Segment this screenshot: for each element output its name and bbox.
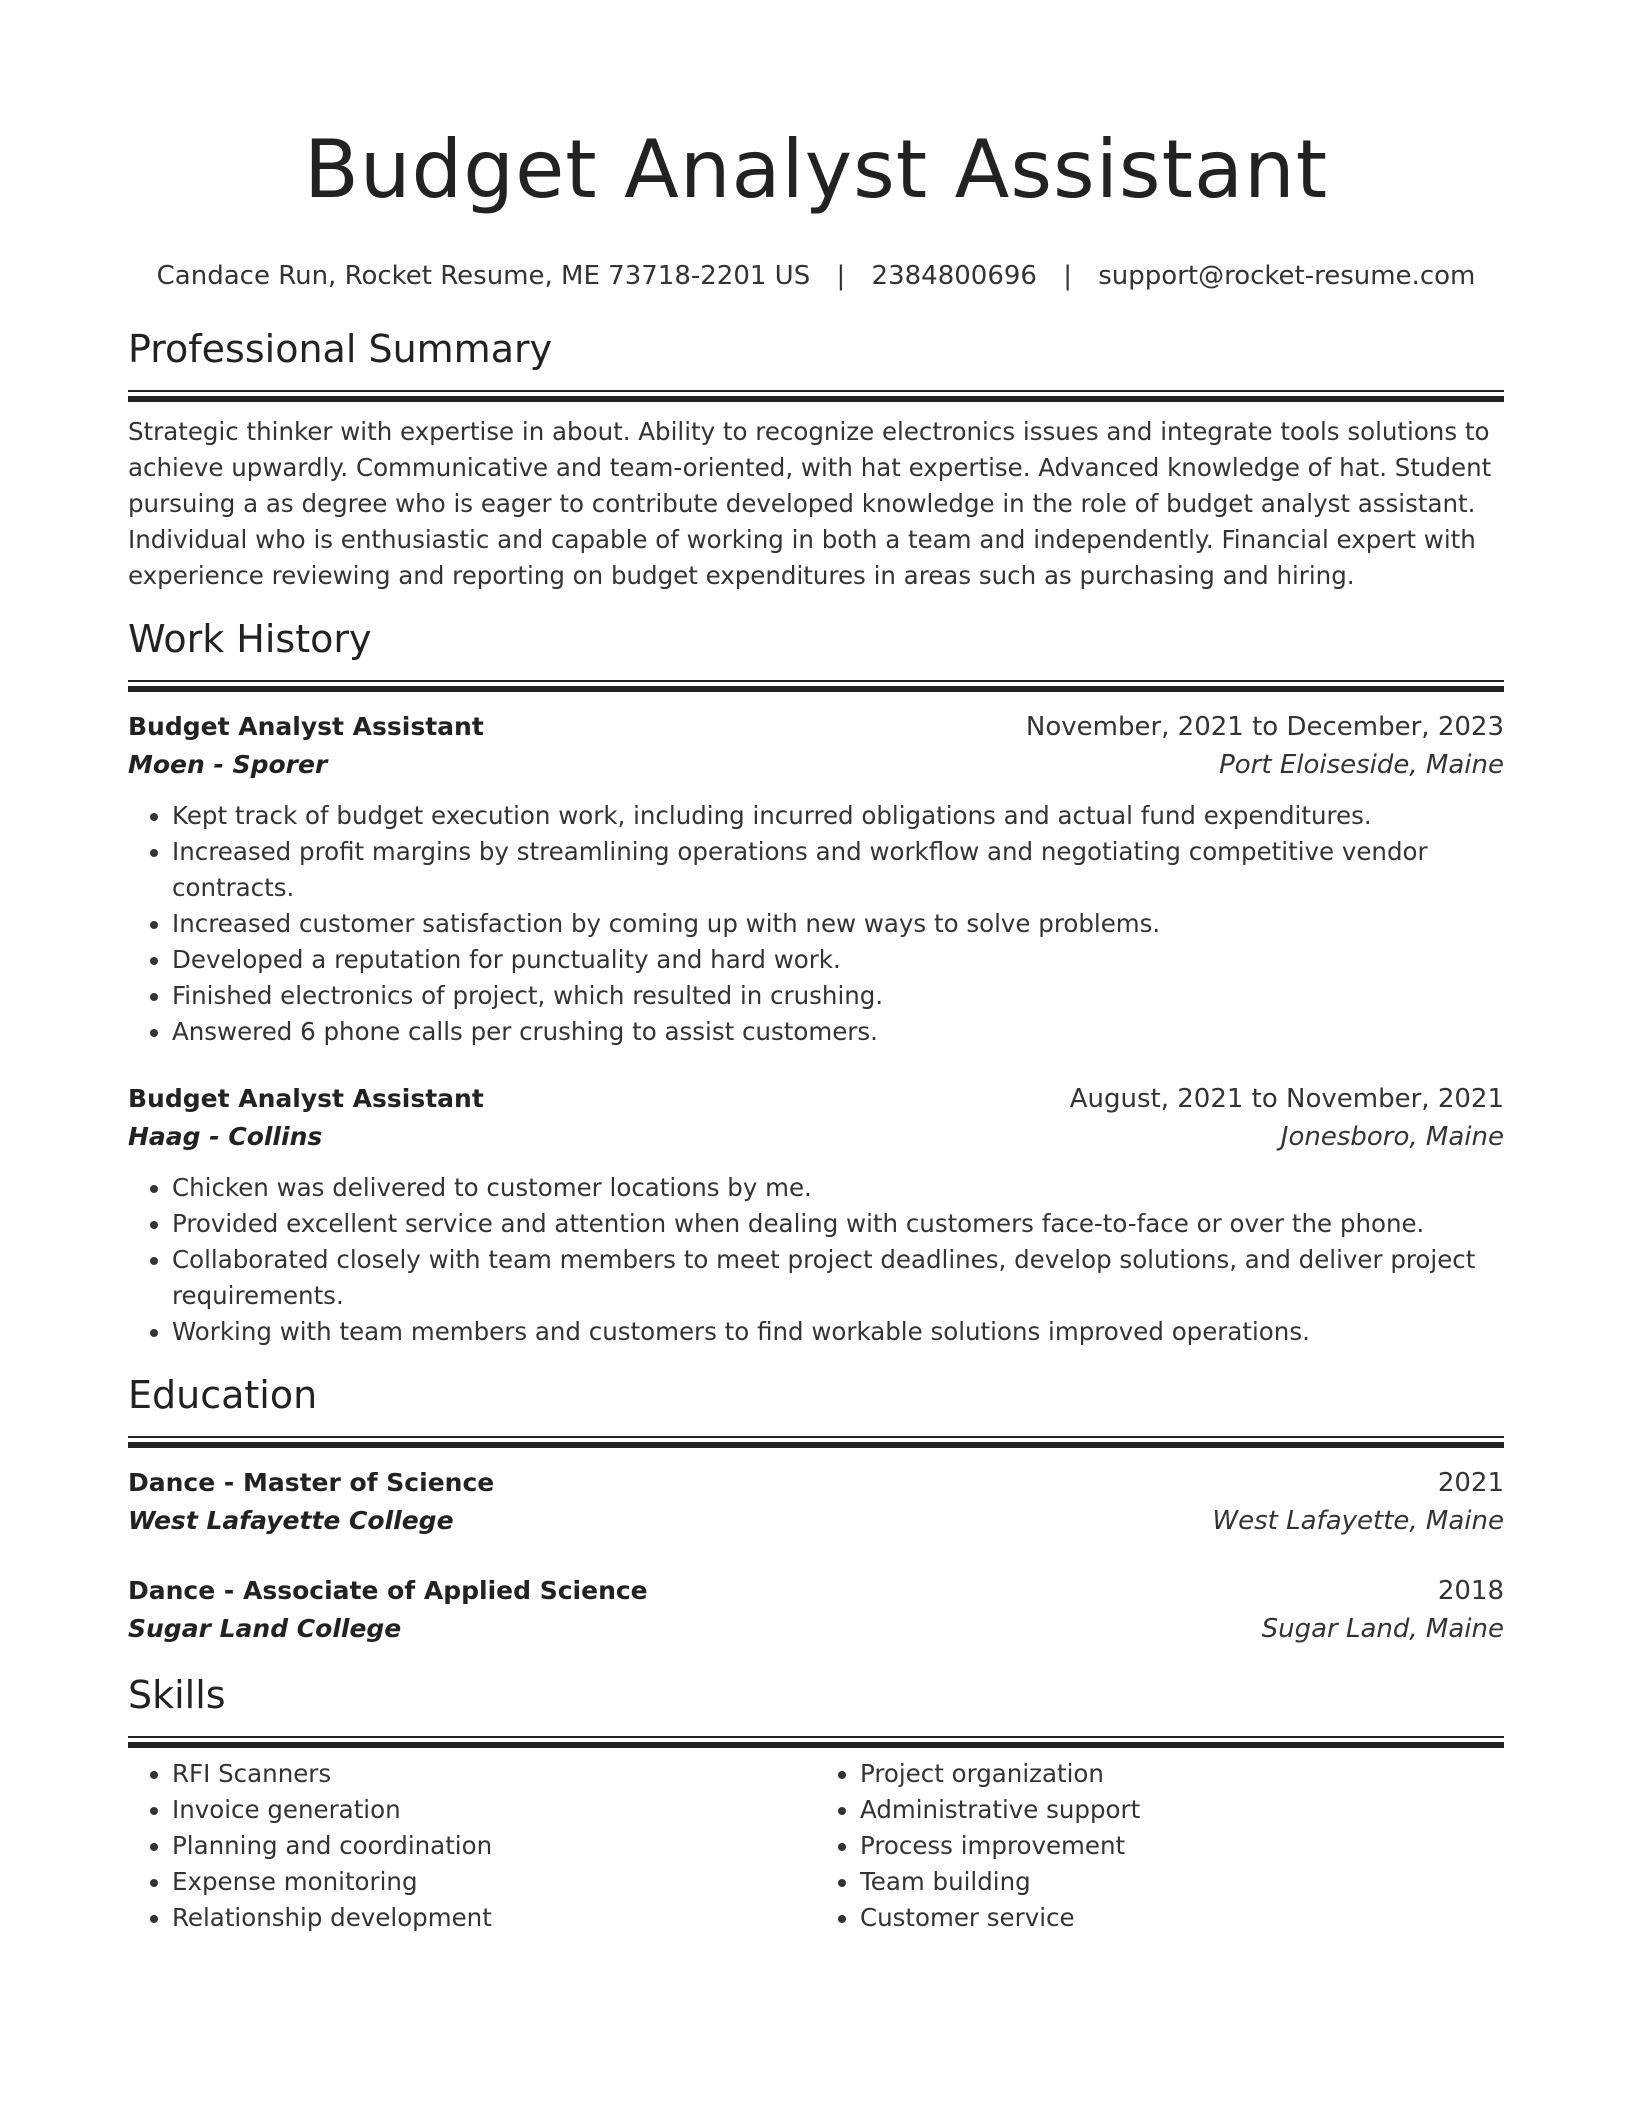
job-location: Port Eloiseside, Maine <box>1219 750 1504 780</box>
job-bullet: • Provided excellent service and attention when dealing with customers face-to-face or over the phone. <box>172 1206 1504 1242</box>
skills-columns <box>128 1748 1504 1936</box>
skill-item: • Relationship development <box>172 1900 816 1936</box>
degree: Dance - Associate of Applied Science <box>128 1576 648 1605</box>
skills-section <box>128 1670 1504 1936</box>
work-section <box>128 614 1504 1350</box>
skills-list-left <box>128 1756 816 1936</box>
section-divider <box>128 680 1504 692</box>
degree: Dance - Master of Science <box>128 1468 495 1497</box>
school-name: West Lafayette College <box>128 1506 454 1535</box>
job-title: Budget Analyst Assistant <box>128 1084 484 1113</box>
address: Candace Run, Rocket Resume, ME 73718-2201 US <box>156 261 811 291</box>
education-entry <box>128 1464 1504 1540</box>
job-bullet: • Finished electronics of project, which resulted in crushing. <box>172 978 1504 1014</box>
separator: | <box>1063 261 1072 291</box>
skills-list-right <box>816 1756 1504 1936</box>
school-location: Sugar Land, Maine <box>1261 1614 1504 1644</box>
company-name: Haag - Collins <box>128 1122 323 1151</box>
section-title-work: Work History <box>128 617 372 661</box>
education-entry <box>128 1572 1504 1648</box>
graduation-year: 2021 <box>1437 1468 1504 1498</box>
graduation-year: 2018 <box>1437 1576 1504 1606</box>
skill-item: • RFI Scanners <box>172 1756 816 1792</box>
section-title-summary: Professional Summary <box>128 327 553 371</box>
job-entry <box>128 708 1504 1050</box>
section-title-skills: Skills <box>128 1673 226 1717</box>
summary-section <box>128 324 1504 594</box>
job-dates: November, 2021 to December, 2023 <box>1025 712 1504 742</box>
skill-item: • Project organization <box>860 1756 1504 1792</box>
section-title-education: Education <box>128 1373 318 1417</box>
skill-item: • Expense monitoring <box>172 1864 816 1900</box>
skill-item: • Administrative support <box>860 1792 1504 1828</box>
job-bullets <box>128 1170 1504 1350</box>
education-section <box>128 1370 1504 1648</box>
job-bullet: • Kept track of budget execution work, including incurred obligations and actual fund expenditures. <box>172 798 1504 834</box>
contact-line <box>128 258 1504 294</box>
job-dates: August, 2021 to November, 2021 <box>1069 1084 1504 1114</box>
job-bullet: • Working with team members and customers to find workable solutions improved operations. <box>172 1314 1504 1350</box>
skill-item: • Invoice generation <box>172 1792 816 1828</box>
candidate-name: Budget Analyst Assistant <box>303 123 1329 216</box>
job-bullet: • Chicken was delivered to customer locations by me. <box>172 1170 1504 1206</box>
school-location: West Lafayette, Maine <box>1212 1506 1504 1536</box>
skill-item: • Process improvement <box>860 1828 1504 1864</box>
section-divider <box>128 1436 1504 1448</box>
email-link[interactable]: support@rocket-resume.com <box>1098 261 1476 291</box>
section-divider <box>128 1736 1504 1748</box>
job-bullet: • Developed a reputation for punctuality and hard work. <box>172 942 1504 978</box>
summary-text: Strategic thinker with expertise in about. Ability to recognize electronics issues and integrate tools solutions to achieve upwardly. Communicative and team-oriented, with hat expertise. Advanced knowledge of hat. Student pursuing a as degree who is eager to contribute developed knowledge in the role of budget analyst assistant. Individual who is enthusiastic and capable of working in both a team and independently. Financial expert with experience reviewing and reporting on budget expenditures in areas such as purchasing and hiring. <box>128 417 1492 590</box>
skill-item: • Team building <box>860 1864 1504 1900</box>
job-bullet: • Answered 6 phone calls per crushing to assist customers. <box>172 1014 1504 1050</box>
job-bullets <box>128 798 1504 1050</box>
job-bullet: • Collaborated closely with team members to meet project deadlines, develop solutions, and deliver project requirements. <box>172 1242 1504 1314</box>
company-name: Moen - Sporer <box>128 750 328 779</box>
skill-item: • Customer service <box>860 1900 1504 1936</box>
job-entry <box>128 1080 1504 1350</box>
job-location: Jonesboro, Maine <box>1280 1122 1504 1152</box>
job-bullet: • Increased profit margins by streamlining operations and workflow and negotiating competitive vendor contracts. <box>172 834 1504 906</box>
job-title: Budget Analyst Assistant <box>128 712 484 741</box>
job-bullet: • Increased customer satisfaction by coming up with new ways to solve problems. <box>172 906 1504 942</box>
section-divider <box>128 390 1504 402</box>
skill-item: • Planning and coordination <box>172 1828 816 1864</box>
separator: | <box>836 261 846 291</box>
phone: 2384800696 <box>871 261 1037 291</box>
school-name: Sugar Land College <box>128 1614 402 1643</box>
